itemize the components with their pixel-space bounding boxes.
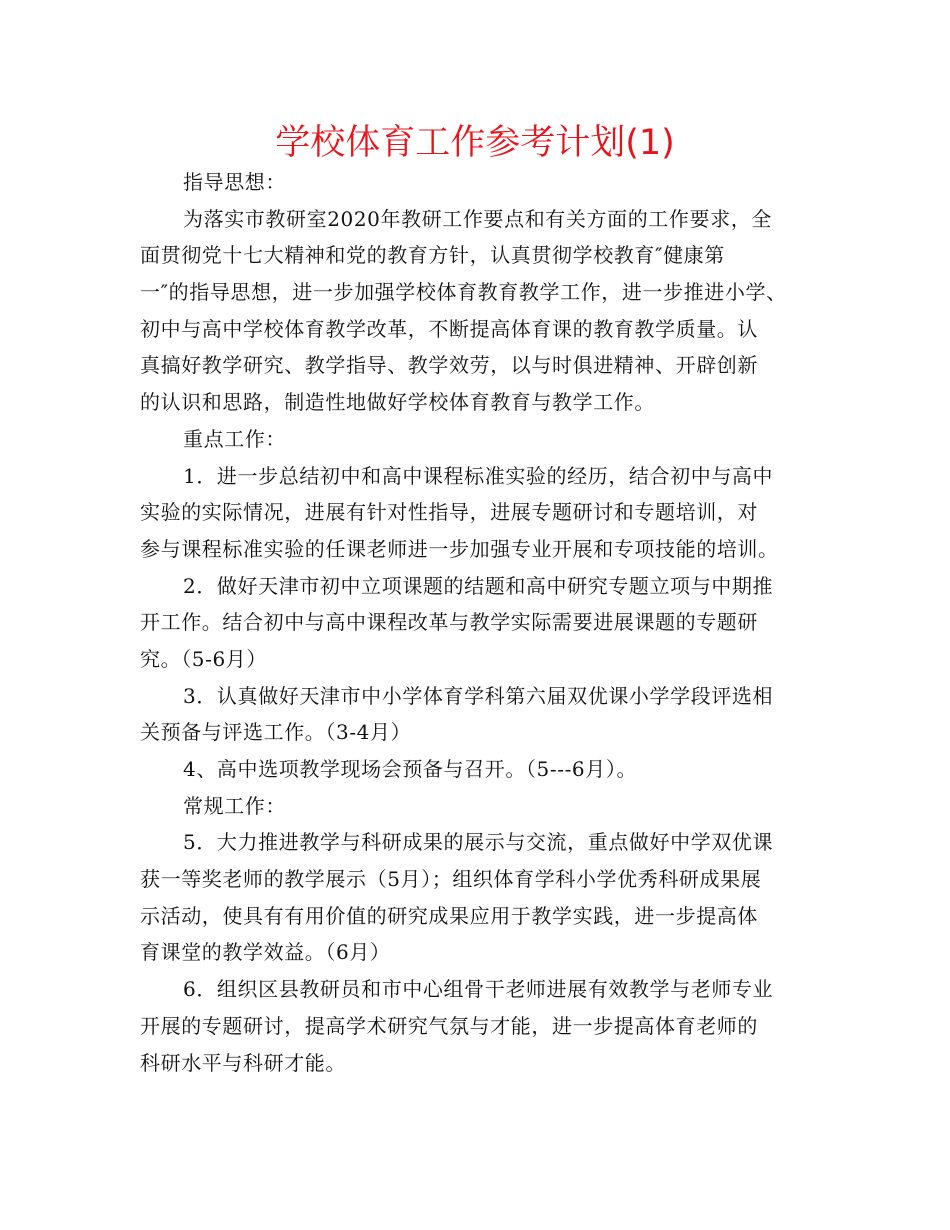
text-line: 3．认真做好天津市中小学体育学科第六届双优课小学学段评选相 — [183, 683, 774, 708]
text-line: 究。（5-6月） — [140, 646, 268, 671]
text-line: 初中与高中学校体育教学改革，不断提高体育课的教育教学质量。认 — [140, 316, 758, 341]
text-line: 重点工作： — [183, 426, 286, 451]
text-line: 2．做好天津市初中立项课题的结题和高中研究专题立项与中期推 — [183, 573, 774, 598]
document-body — [140, 164, 820, 1081]
text-line: 的认识和思路，制造性地做好学校体育教育与教学工作。 — [140, 390, 655, 415]
text-line: 科研水平与科研才能。 — [140, 1050, 346, 1075]
document-title: 学校体育工作参考计划(1) — [275, 123, 675, 163]
text-line: 育课堂的教学效益。（6月） — [140, 940, 391, 965]
text-line: 常规工作： — [183, 793, 286, 818]
text-line: 为落实市教研室2020年教研工作要点和有关方面的工作要求，全 — [183, 206, 772, 231]
text-line: 获一等奖老师的教学展示（5月）；组织体育学科小学优秀科研成果展 — [140, 867, 762, 892]
text-line: 一″的指导思想，进一步加强学校体育教育教学工作，进一步推进小学、 — [140, 280, 787, 305]
text-line: 指导思想： — [183, 170, 286, 194]
text-line: 实验的实际情况，进展有针对性指导，进展专题研讨和专题培训，对 — [140, 500, 758, 525]
text-line: 真搞好教学研究、教学指导、教学效劳，以与时俱进精神、开辟创新 — [140, 353, 758, 378]
text-line: 6．组织区县教研员和市中心组骨干老师进展有效教学与老师专业 — [183, 977, 774, 1002]
text-line: 面贯彻党十七大精神和党的教育方针，认真贯彻学校教育″健康第 — [140, 243, 725, 268]
text-line: 4、高中选项教学现场会预备与召开。（5---6月）。 — [183, 757, 638, 781]
text-line: 参与课程标准实验的任课老师进一步加强专业开展和专项技能的培训。 — [140, 536, 779, 561]
text-line: 1．进一步总结初中和高中课程标准实验的经历，结合初中与高中 — [183, 463, 774, 488]
text-line: 5．大力推进教学与科研成果的展示与交流，重点做好中学双优课 — [183, 830, 774, 855]
text-line: 开工作。结合初中与高中课程改革与教学实际需要进展课题的专题研 — [140, 610, 758, 635]
text-line: 开展的专题研讨，提高学术研究气氛与才能，进一步提高体育老师的 — [140, 1013, 758, 1038]
text-line: 示活动，使具有有用价值的研究成果应用于教学实践，进一步提高体 — [140, 903, 758, 928]
text-line: 关预备与评选工作。（3-4月） — [140, 720, 412, 745]
